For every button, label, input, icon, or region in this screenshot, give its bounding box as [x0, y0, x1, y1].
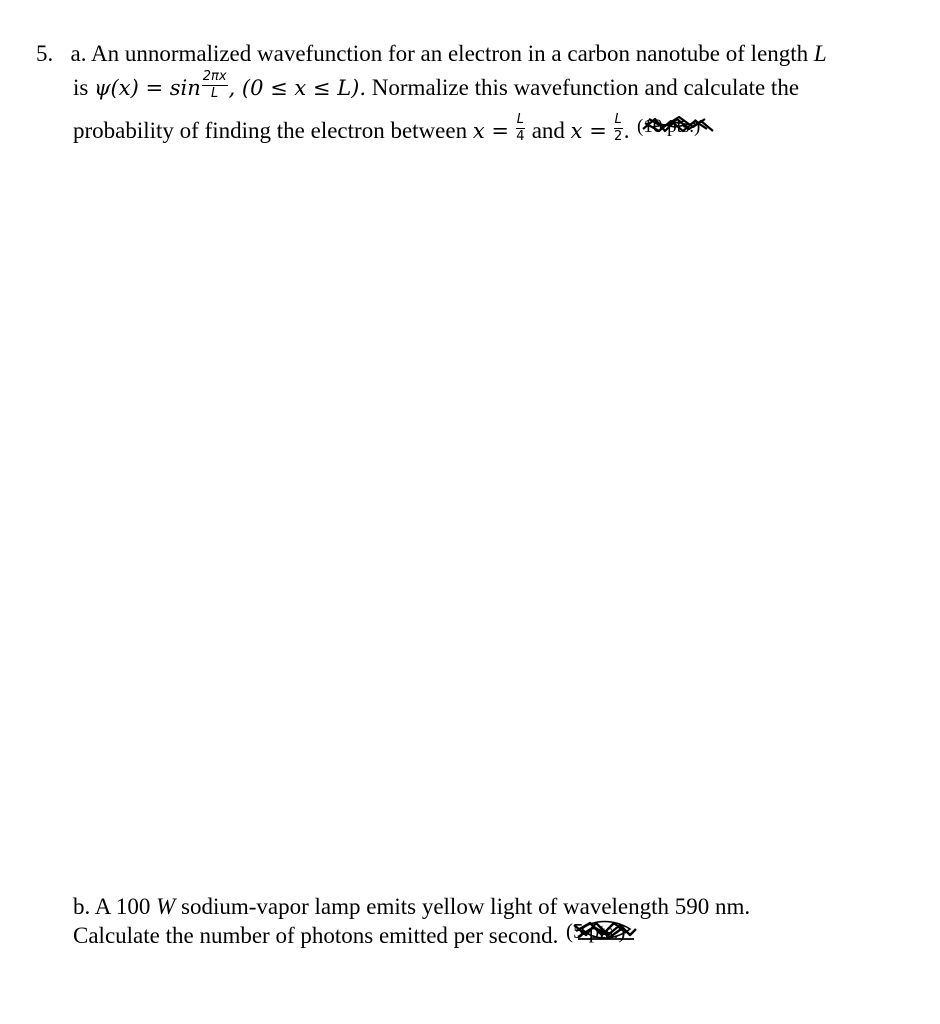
part-a-text-3: probability of finding the electron between: [73, 117, 468, 143]
domain-expression: , (0 ≤ x ≤ L).: [228, 76, 367, 100]
sine-argument-denominator: L: [211, 86, 219, 102]
part-a-points-text: (10 pts.): [637, 116, 701, 137]
part-b-points-text: (5 pts.): [566, 919, 626, 943]
part-b-label: b.: [73, 894, 91, 919]
part-a-label: a.: [70, 41, 87, 66]
watt-unit: W: [156, 894, 176, 919]
part-a-line-2: [73, 69, 800, 105]
upper-bound-numerator: L: [614, 112, 622, 127]
part-a-text-2: Normalize this wavefunction and calculate the: [371, 75, 800, 100]
part-b-line-2: [73, 920, 642, 955]
scribble-mark-icon: [564, 917, 642, 945]
lower-bound-denominator: 4: [516, 129, 525, 144]
x-equals-2: x =: [570, 118, 607, 143]
part-b-text-1a: A 100: [94, 894, 151, 919]
part-a-text-1: An unnormalized wavefunction for an electron in a carbon nanotube of length: [90, 41, 809, 66]
part-b-text-1b: sodium-vapor lamp emits yellow light of wavelength 590 nm.: [181, 894, 751, 919]
is-word: is: [73, 75, 89, 100]
problem-number: 5.: [36, 41, 54, 66]
x-equals-1: x =: [472, 118, 509, 143]
part-b-text-2: Calculate the number of photons emitted per second.: [73, 922, 559, 948]
part-b-line-1: [73, 893, 750, 921]
length-symbol: L: [813, 41, 827, 66]
upper-bound-fraction: [614, 113, 623, 144]
part-b-points-scribbled: [564, 917, 642, 952]
and-word: and: [531, 117, 565, 143]
part-a-points-scribbled: [635, 113, 727, 146]
psi-expression: ψ(x) = sin: [94, 76, 201, 100]
lower-bound-fraction: [516, 113, 525, 144]
sine-argument-fraction: [202, 70, 228, 101]
lower-bound-numerator: L: [516, 112, 524, 127]
part-a-line-3: [73, 112, 727, 149]
part-a-line-1: [36, 40, 827, 68]
period: .: [623, 117, 630, 143]
upper-bound-denominator: 2: [614, 129, 623, 144]
scribble-mark-icon: [635, 113, 727, 139]
sine-argument-numerator: 2πx: [202, 69, 227, 85]
